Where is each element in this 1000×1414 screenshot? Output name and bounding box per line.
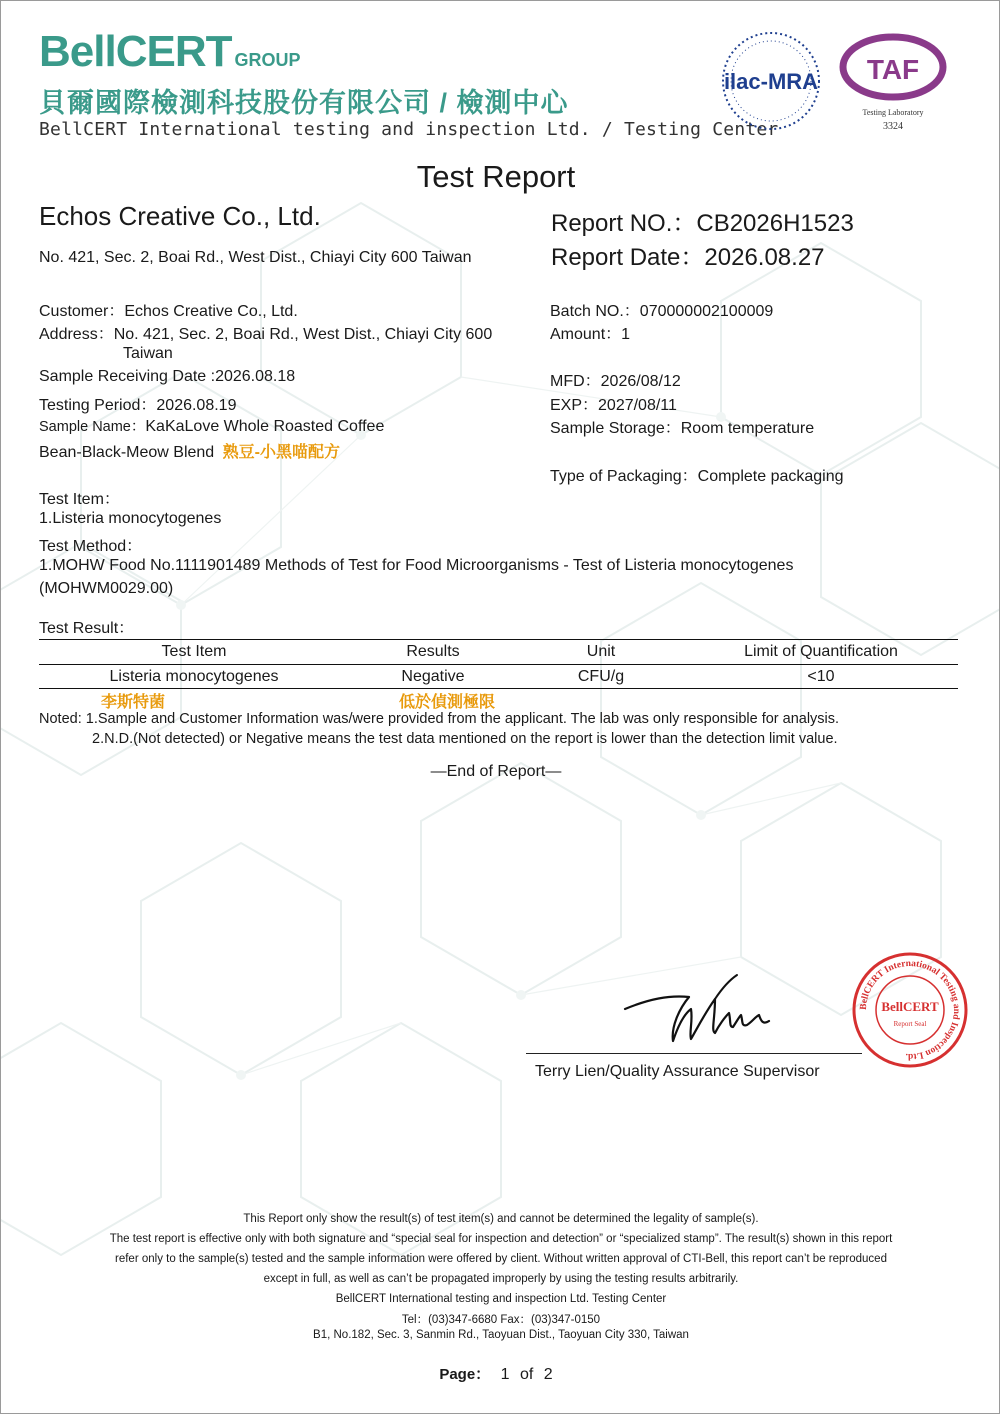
sample-name-line-1: KaKaLove Whole Roasted Coffee — [145, 418, 385, 435]
footer-line-4: except in full, as well as can’t be propagated improperly by using the testing results arbitrarily. — [263, 1273, 739, 1285]
taf-logo — [835, 31, 955, 141]
exp: EXP：2027/08/11 — [550, 397, 677, 414]
note-line-2: 2.N.D.(Not detected) or Negative means the test data mentioned on the report is lower than the detection limit value. — [92, 731, 838, 747]
table-header-results: Results — [406, 643, 460, 660]
sample-name-cn: 熟豆-小黑喵配方 — [222, 444, 340, 461]
ilac-mra-text: ilac-MRA — [723, 69, 819, 94]
sample-name-line-2: Bean-Black-Meow Blend — [39, 444, 215, 461]
amount: Amount：1 — [550, 326, 631, 343]
test-item-label: Test Item： — [39, 491, 120, 508]
report-title: Test Report — [416, 159, 576, 194]
row-limit: <10 — [807, 668, 835, 685]
address-line-1: Address：No. 421, Sec. 2, Boai Rd., West Dist., Chiayi City 600 — [39, 326, 493, 343]
sample-name — [39, 415, 384, 436]
row-result: Negative — [401, 668, 465, 685]
footer-line-6: Tel：(03)347-6680 Fax：(03)347-0150 — [401, 1314, 601, 1326]
table-bottom-rule — [39, 688, 958, 689]
end-of-report: —End of Report— — [430, 763, 562, 780]
signature-image — [619, 969, 779, 1059]
testing-period: Testing Period：2026.08.19 — [39, 397, 237, 414]
page-total: 2 — [543, 1366, 553, 1383]
page-of: of — [519, 1366, 534, 1383]
sample-storage: Sample Storage：Room temperature — [550, 420, 815, 437]
footer-line-2: The test report is effective only with both signature and “special seal for inspection and detection” or “specialized stamp”. The result(s) shown in this report — [109, 1233, 893, 1245]
company-name-cn: 貝爾國際檢測科技股份有限公司 / 檢測中心 — [39, 88, 569, 118]
ilac-mra-logo — [719, 29, 823, 133]
note-line-1: Noted: 1.Sample and Customer Information was/were provided from the applicant. The lab was only responsible for analysis. — [39, 711, 840, 727]
test-item-value: 1.Listeria monocytogenes — [39, 510, 222, 527]
footer-line-7: B1, No.182, Sec. 3, Sanmin Rd., Taoyuan Dist., Taoyuan City 330, Taiwan — [313, 1329, 689, 1341]
taf-text: TAF — [866, 54, 920, 85]
sample-receiving-date: Sample Receiving Date :2026.08.18 — [39, 368, 296, 385]
table-header-test-item: Test Item — [161, 643, 227, 660]
test-method-line-1: 1.MOHW Food No.1111901489 Methods of Test for Food Microorganisms - Test of Listeria monocytogenes — [39, 557, 794, 574]
row-test-item: Listeria monocytogenes — [109, 668, 279, 685]
sample-name-label: Sample Name： — [39, 419, 146, 435]
batch-number: Batch NO.：070000002100009 — [550, 303, 774, 320]
report-seal — [851, 951, 969, 1069]
row-test-item-cn: 李斯特菌 — [101, 694, 166, 711]
mfd: MFD：2026/08/12 — [550, 373, 681, 390]
address-line-2: Taiwan — [123, 345, 173, 362]
taf-number: 3324 — [883, 121, 903, 132]
table-header-limit: Limit of Quantification — [744, 643, 898, 660]
client-company-address: No. 421, Sec. 2, Boai Rd., West Dist., Chiayi City 600 Taiwan — [39, 249, 472, 266]
sample-name-continued — [39, 439, 340, 462]
page-label: Page： — [439, 1366, 491, 1383]
client-company-name: Echos Creative Co., Ltd. — [39, 201, 321, 231]
brand-logo — [39, 27, 301, 77]
packaging-type: Type of Packaging：Complete packaging — [550, 468, 844, 485]
test-result-label: Test Result： — [39, 620, 135, 637]
seal-ring-text: BellCERT International Testing and Inspection Ltd. — [858, 958, 962, 1062]
footer-line-3: refer only to the sample(s) tested and the sample information were offered by client. Without written approval of CTI-Bell, this report can’t be reproduced — [115, 1253, 887, 1265]
report-number: Report NO.：CB2026H1523 — [551, 210, 854, 237]
test-method-label: Test Method： — [39, 538, 143, 555]
page-current: 1 — [500, 1366, 510, 1383]
seal-center-text: BellCERT — [881, 999, 939, 1014]
footer-line-1: This Report only show the result(s) of test item(s) and cannot be determined the legality of sample(s). — [243, 1213, 759, 1225]
table-top-rule — [39, 639, 958, 640]
company-name-en: BellCERT International testing and inspection Ltd. / Testing Center — [39, 119, 779, 140]
page-number — [1, 1363, 991, 1384]
customer: Customer：Echos Creative Co., Ltd. — [39, 303, 298, 320]
signature-line — [526, 1053, 862, 1054]
test-method-line-2: (MOHWM0029.00) — [39, 580, 174, 597]
footer-line-5: BellCERT International testing and inspection Ltd. Testing Center — [335, 1293, 667, 1305]
taf-caption: Testing Laboratory — [862, 108, 924, 117]
table-header-rule — [39, 664, 958, 665]
row-result-cn: 低於偵測極限 — [399, 694, 496, 711]
report-date: Report Date：2026.08.27 — [551, 244, 825, 271]
brand-group: GROUP — [234, 50, 301, 70]
row-unit: CFU/g — [577, 668, 625, 685]
signer-name: Terry Lien/Quality Assurance Supervisor — [535, 1063, 820, 1080]
table-header-unit: Unit — [586, 643, 616, 660]
brand-main: BellCERT — [39, 27, 232, 76]
seal-sub-text: Report Seal — [893, 1020, 927, 1028]
